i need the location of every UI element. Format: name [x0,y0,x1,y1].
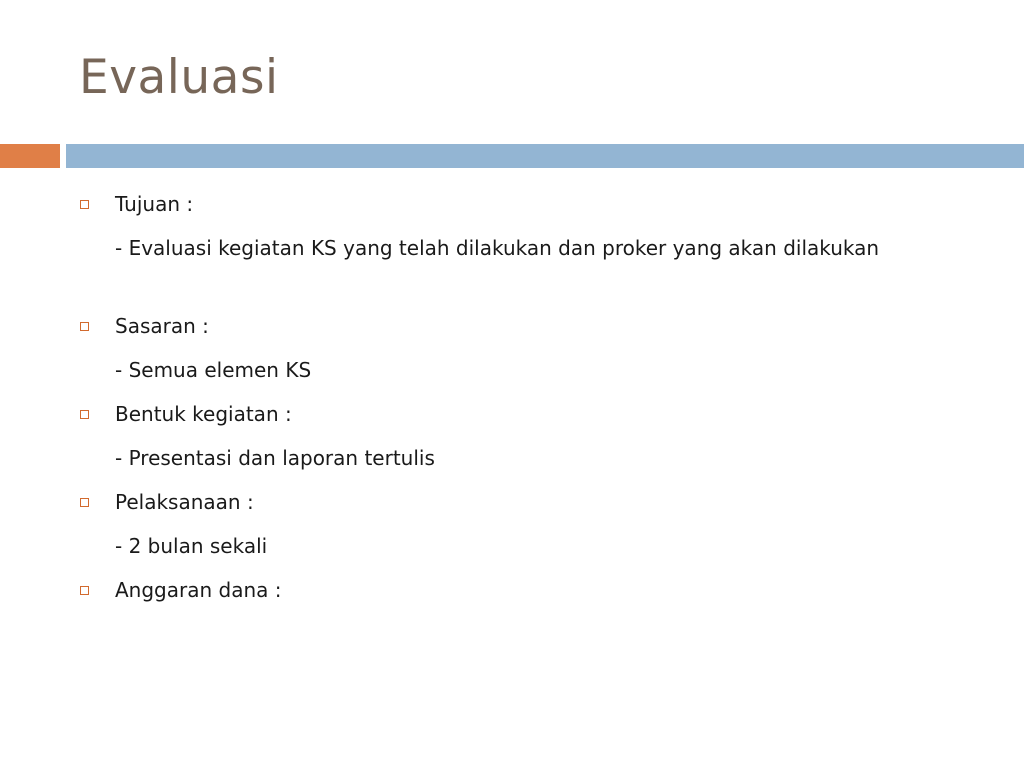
bullet-square-icon [80,586,89,595]
bullet-label: Tujuan : [115,192,194,216]
bullet-square-icon [80,322,89,331]
bullet-detail: - Presentasi dan laporan tertulis [115,446,435,470]
bullet-label: Sasaran : [115,314,209,338]
slide-title: Evaluasi [79,50,279,105]
bullet-label: Anggaran dana : [115,578,282,602]
bullet-label: Bentuk kegiatan : [115,402,292,426]
bullet-label: Pelaksanaan : [115,490,254,514]
bullet-square-icon [80,200,89,209]
bullet-square-icon [80,498,89,507]
bullet-detail: - Evaluasi kegiatan KS yang telah dilakukan dan proker yang akan dilakukan [115,236,880,260]
bullet-detail: - 2 bulan sekali [115,534,268,558]
title-divider-band [66,144,1024,168]
accent-bar [0,144,60,168]
bullet-square-icon [80,410,89,419]
bullet-detail: - Semua elemen KS [115,358,312,382]
